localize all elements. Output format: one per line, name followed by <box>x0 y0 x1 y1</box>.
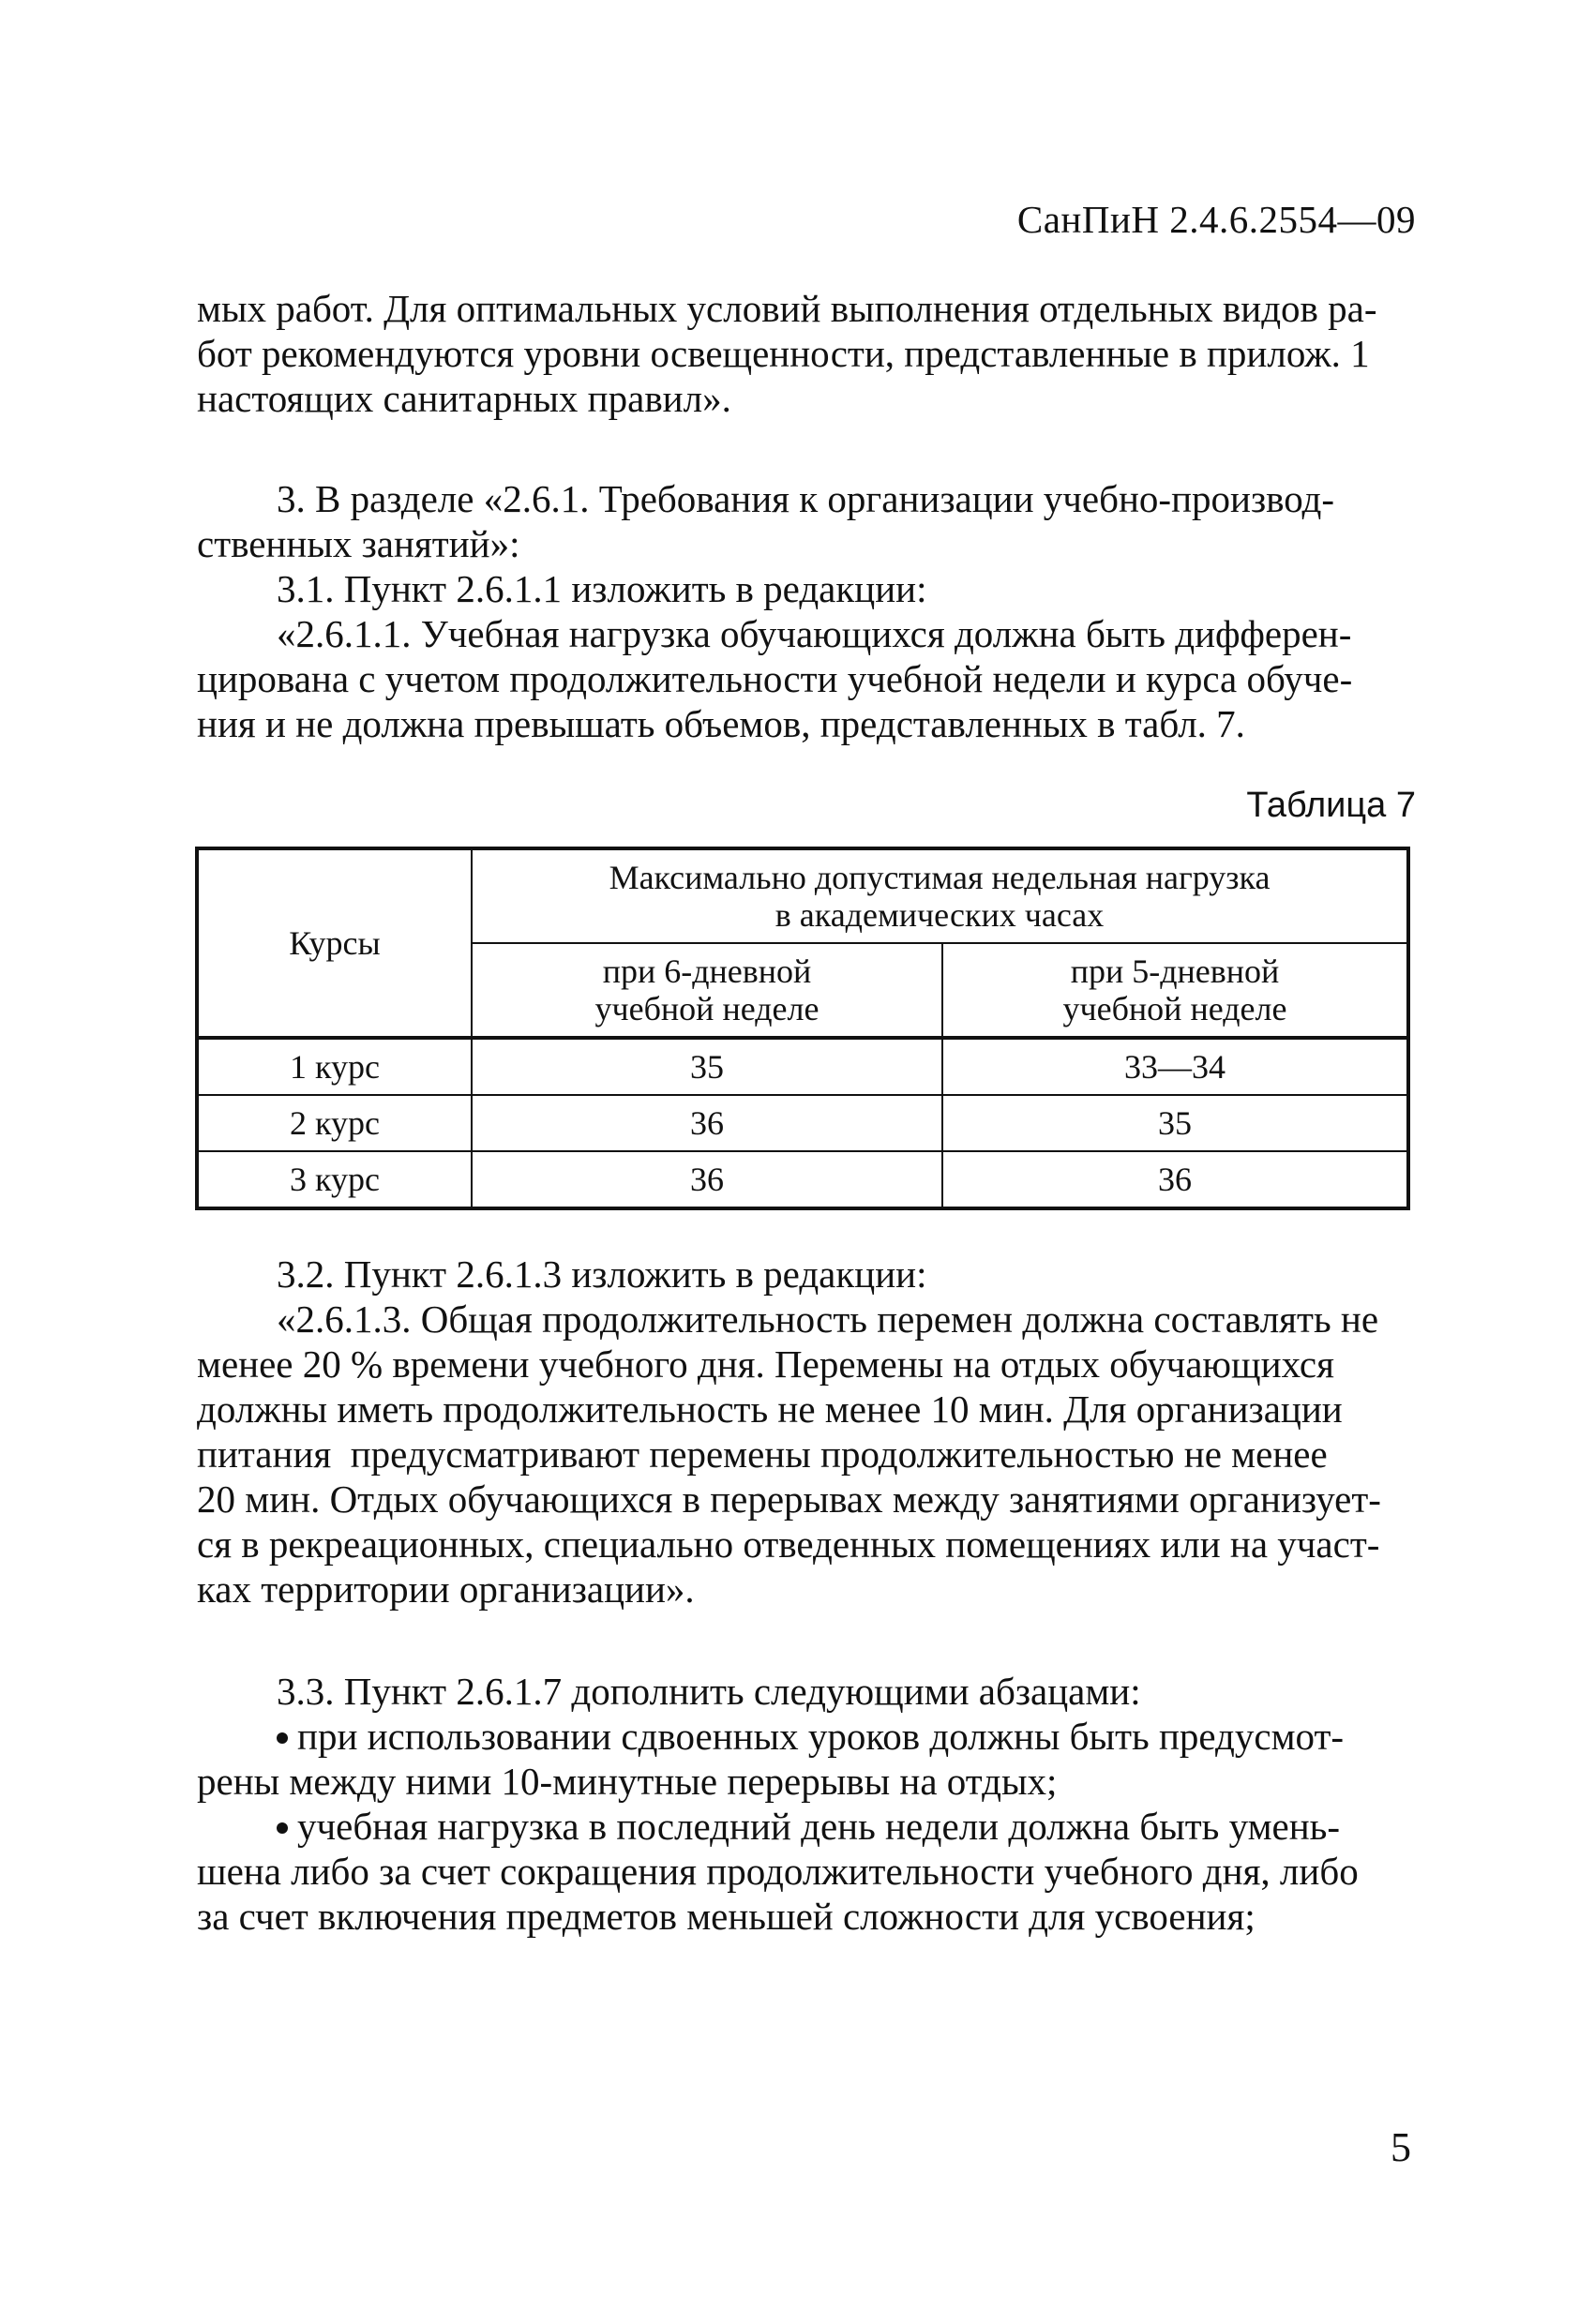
item-3-2 <box>197 1252 1416 1612</box>
table-caption: Таблица 7 <box>1246 786 1416 825</box>
text-line: цирована с учетом продолжительности учебной недели и курса обуче- <box>197 657 1353 700</box>
table-row <box>197 1095 1408 1151</box>
text-line: рены между ними 10-минутные перерывы на отдых; <box>197 1760 1058 1803</box>
header-max-load <box>472 848 1408 943</box>
item-3-2-title: 3.2. Пункт 2.6.1.3 изложить в редакции: <box>277 1252 927 1296</box>
running-header: СанПиН 2.4.6.2554—09 <box>1016 198 1416 241</box>
cell-course: 1 курс <box>197 1038 472 1095</box>
cell-five-day: 36 <box>942 1151 1408 1208</box>
text-line: питания предусматривают перемены продолжительностью не менее <box>197 1432 1328 1476</box>
text-line: должны иметь продолжительность не менее 10 мин. Для организации <box>197 1387 1343 1431</box>
bullet-item <box>197 1714 1416 1759</box>
header-courses: Курсы <box>197 848 472 1038</box>
workload-table <box>195 847 1410 1210</box>
text-line: бот рекомендуются уровни освещенности, представленные в прилож. 1 <box>197 332 1370 375</box>
header-five-day-line: учебной неделе <box>1062 990 1287 1027</box>
header-max-load-line: в академических часах <box>774 896 1105 934</box>
item-3-1-title: 3.1. Пункт 2.6.1.1 изложить в редакции: <box>277 567 927 610</box>
text-line: шена либо за счет сокращения продолжительности учебного дня, либо <box>197 1850 1359 1893</box>
item-3-3 <box>197 1669 1416 1939</box>
text-line: настоящих санитарных правил». <box>197 377 731 420</box>
table-row <box>197 1038 1408 1095</box>
text-line: менее 20 % времени учебного дня. Перемены на отдых обучающихся <box>197 1342 1334 1386</box>
cell-five-day: 33—34 <box>942 1038 1408 1095</box>
section-3-heading-line: 3. В разделе «2.6.1. Требования к организации учебно-производ- <box>277 477 1335 520</box>
bullet-icon <box>277 1822 288 1834</box>
text-line: ся в рекреационных, специально отведенных помещениях или на участ- <box>197 1522 1380 1566</box>
text-line: ния и не должна превышать объемов, представленных в табл. 7. <box>197 702 1245 745</box>
table-row <box>197 1151 1408 1208</box>
cell-course: 3 курс <box>197 1151 472 1208</box>
cell-course: 2 курс <box>197 1095 472 1151</box>
header-six-day-line: при 6-дневной <box>602 952 812 990</box>
bullet-icon <box>277 1732 288 1744</box>
text-line: учебная нагрузка в последний день недели должна быть умень- <box>297 1805 1341 1848</box>
bullet-item <box>197 1804 1416 1849</box>
text-line: за счет включения предметов меньшей сложности для усвоения; <box>197 1895 1256 1938</box>
section-3-heading-line: ственных занятий»: <box>197 522 520 565</box>
text-line: ках территории организации». <box>197 1567 695 1611</box>
header-six-day <box>472 943 942 1038</box>
cell-six-day: 35 <box>472 1038 942 1095</box>
header-five-day-line: при 5-дневной <box>1070 952 1280 990</box>
section-3 <box>197 476 1416 746</box>
text-line: «2.6.1.3. Общая продолжительность перемен должна составлять не <box>277 1297 1379 1341</box>
item-3-3-title: 3.3. Пункт 2.6.1.7 дополнить следующими абзацами: <box>277 1670 1141 1713</box>
intro-paragraph <box>197 286 1416 421</box>
cell-six-day: 36 <box>472 1151 942 1208</box>
text-line: 20 мин. Отдых обучающихся в перерывах между занятиями организует- <box>197 1477 1381 1521</box>
text-line: при использовании сдвоенных уроков должны быть предусмот- <box>297 1715 1345 1758</box>
header-five-day <box>942 943 1408 1038</box>
header-max-load-line: Максимально допустимая недельная нагрузка <box>609 859 1271 896</box>
cell-six-day: 36 <box>472 1095 942 1151</box>
header-six-day-line: учебной неделе <box>594 990 820 1027</box>
text-line: «2.6.1.1. Учебная нагрузка обучающихся должна быть дифферен- <box>277 612 1352 655</box>
text-line: мых работ. Для оптимальных условий выполнения отдельных видов ра- <box>197 287 1377 330</box>
page-number: 5 <box>1391 2124 1411 2170</box>
cell-five-day: 35 <box>942 1095 1408 1151</box>
